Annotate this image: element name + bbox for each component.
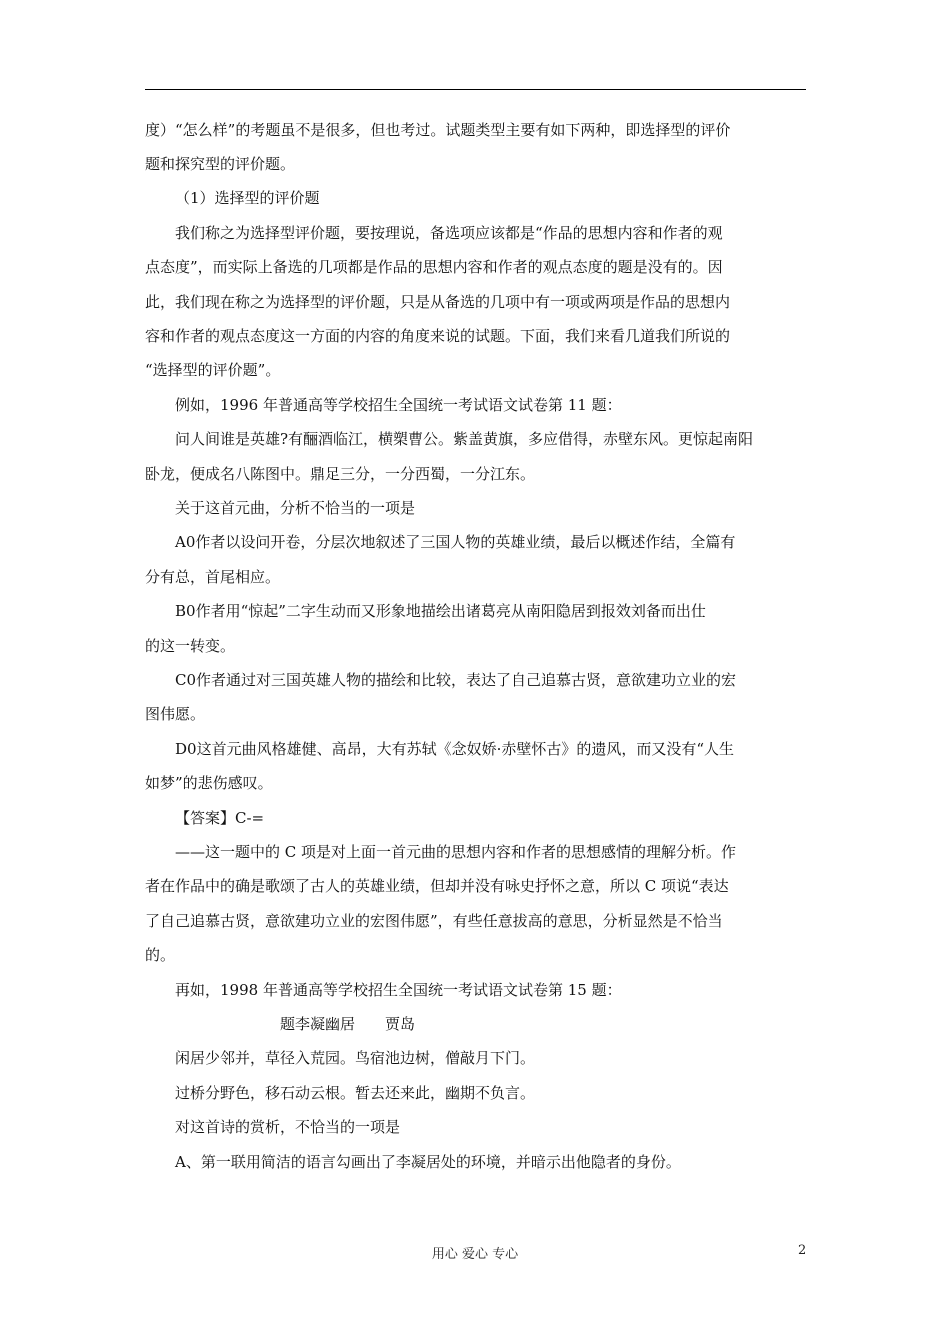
option-line: A、第一联用简洁的语言勾画出了李凝居处的环境，并暗示出他隐者的身份。 xyxy=(175,1153,681,1171)
paragraph-line: 度）“怎么样”的考题虽不是很多，但也考过。试题类型主要有如下两种，即选择型的评价 xyxy=(145,121,731,139)
option-line: 如梦”的悲伤感叹。 xyxy=(145,774,273,792)
page-number: 2 xyxy=(798,1243,807,1258)
option-line: C0作者通过对三国英雄人物的描绘和比较，表达了自己追慕古贤，意欲建功立业的宏 xyxy=(175,671,737,689)
paragraph-line: 我们称之为选择型评价题，要按理说，备选项应该都是“作品的思想内容和作者的观 xyxy=(175,224,723,242)
header-rule xyxy=(145,89,806,90)
poem-line: 闲居少邻并，草径入荒园。鸟宿池边树，僧敲月下门。 xyxy=(175,1049,536,1067)
paragraph-line: ——这一题中的 C 项是对上面一首元曲的思想内容和作者的思想感情的理解分析。作 xyxy=(175,843,737,861)
option-line: 分有总，首尾相应。 xyxy=(145,568,281,586)
paragraph-line: 了自己追慕古贤，意欲建功立业的宏图伟愿”，有些任意拔高的意思，分析显然是不恰当 xyxy=(145,912,723,930)
poem-line: 卧龙，便成名八陈图中。鼎足三分，一分西蜀，一分江东。 xyxy=(145,465,536,483)
paragraph-line: 的。 xyxy=(145,946,176,964)
paragraph-line: 再如，1998 年普通高等学校招生全国统一考试语文试卷第 15 题： xyxy=(175,981,622,999)
paragraph-line: 题和探究型的评价题。 xyxy=(145,155,296,173)
paragraph-line: 此，我们现在称之为选择型的评价题，只是从备选的几项中有一项或两项是作品的思想内 xyxy=(145,293,731,311)
question-line: 对这首诗的赏析，不恰当的一项是 xyxy=(175,1118,401,1136)
question-line: 关于这首元曲，分析不恰当的一项是 xyxy=(175,499,416,517)
option-line: B0作者用“惊起”二字生动而又形象地描绘出诸葛亮从南阳隐居到报效刘备而出仕 xyxy=(175,602,706,620)
paragraph-line: 点态度”，而实际上备选的几项都是作品的思想内容和作者的观点态度的题是没有的。因 xyxy=(145,258,723,276)
page-footer: 用心 爱心 专心 xyxy=(431,1247,519,1262)
poem-line: 问人间谁是英雄?有酾酒临江，横槊曹公。紫盖黄旗，多应借得，赤壁东风。更惊起南阳 xyxy=(175,430,754,448)
option-line: 的这一转变。 xyxy=(145,637,236,655)
poem-title: 题李凝幽居 贾岛 xyxy=(280,1015,416,1033)
section-heading: （1）选择型的评价题 xyxy=(175,189,320,207)
option-line: D0这首元曲风格雄健、高昂，大有苏轼《念奴娇·赤壁怀古》的遗风，而又没有“人生 xyxy=(175,740,735,758)
paragraph-line: 例如，1996 年普通高等学校招生全国统一考试语文试卷第 11 题： xyxy=(175,396,622,414)
option-line: 图伟愿。 xyxy=(145,705,206,723)
answer-line: 【答案】C-= xyxy=(175,809,265,827)
paragraph-line: “选择型的评价题”。 xyxy=(145,361,281,379)
option-line: A0作者以设问开卷，分层次地叙述了三国人物的英雄业绩，最后以概述作结，全篇有 xyxy=(175,533,736,551)
poem-line: 过桥分野色，移石动云根。暂去还来此，幽期不负言。 xyxy=(175,1084,536,1102)
paragraph-line: 容和作者的观点态度这一方面的内容的角度来说的试题。下面，我们来看几道我们所说的 xyxy=(145,327,731,345)
paragraph-line: 者在作品中的确是歌颂了古人的英雄业绩，但却并没有咏史抒怀之意，所以 C 项说“表达 xyxy=(145,877,729,895)
